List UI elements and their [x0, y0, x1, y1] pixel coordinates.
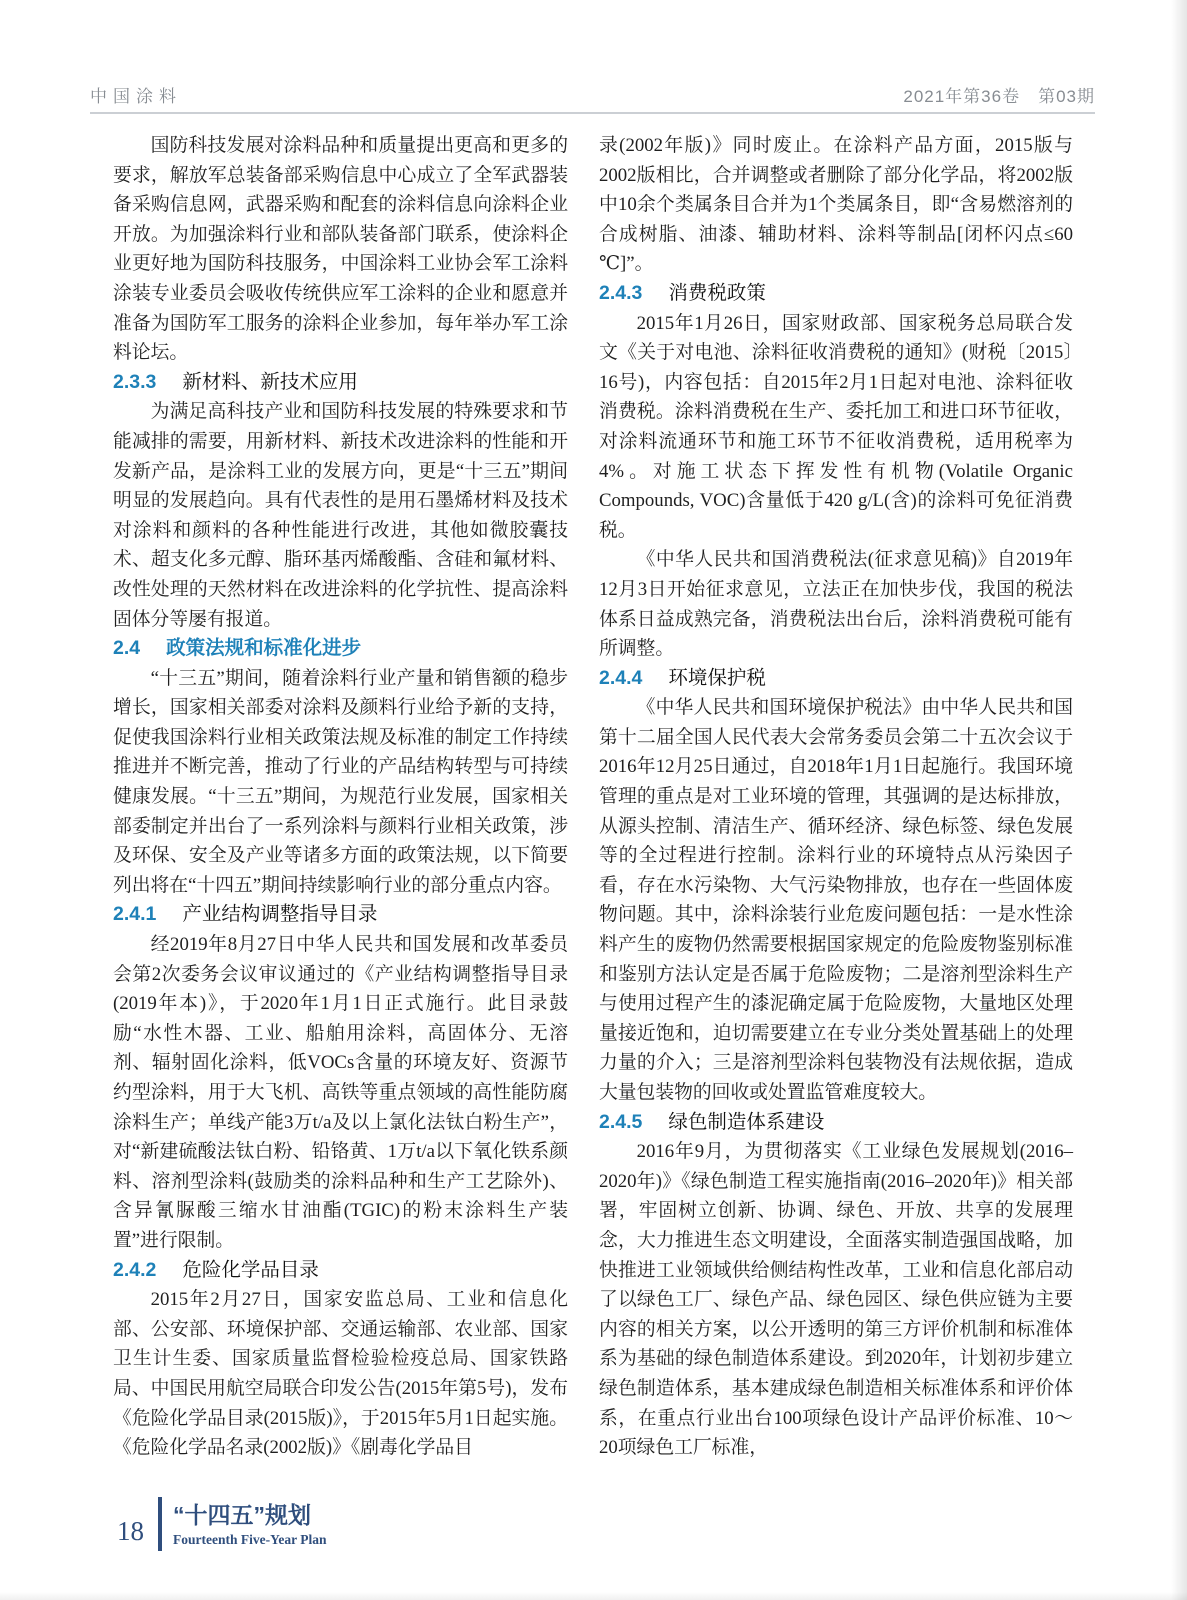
header-rule — [90, 112, 1095, 114]
journal-name: 中国涂料 — [90, 87, 182, 106]
section-number: 2.4.2 — [113, 1258, 157, 1281]
section-number: 2.4.5 — [599, 1110, 643, 1133]
page-header — [90, 82, 1095, 107]
paragraph-consumption-tax-law: 《中华人民共和国消费税法(征求意见稿)》自2019年12月3日开始征求意见，立法正在加快步伐，我国的税法体系日益成熟完备，消费税法出台后，涂料消费税可能有所调整。 — [599, 549, 1073, 660]
section-number: 2.4.4 — [599, 666, 643, 689]
left-column — [113, 131, 568, 1463]
scan-edge-shade — [1171, 0, 1187, 1600]
paragraph-policy-overview: “十三五”期间，随着涂料行业产量和销售额的稳步增长，国家相关部委对涂料及颜料行业给予新的支持，促使我国涂料行业相关政策法规及标准的制定工作持续推进并不断完善，推动了行业的产品结构转型与可持续健康发展。“十三五”期间，为规范行业发展，国家相关部委制定并出台了一系列涂料与颜料行业相关政策，涉及环保、安全及产业等诸多方面的政策法规，以下简要列出将在“十四五”期间持续影响行业的部分重点内容。 — [113, 667, 568, 896]
section-title: 消费税政策 — [668, 281, 766, 304]
section-title: 产业结构调整指导目录 — [182, 903, 378, 926]
section-heading-2-4-2 — [113, 1256, 568, 1286]
section-number: 2.4 — [113, 637, 141, 660]
plan-title: “十四五”规划 — [173, 1501, 311, 1528]
paragraph-green-manufacturing: 2016年9月，为贯彻落实《工业绿色发展规划(2016–2020年)》《绿色制造工程实施指南(2016–2020年)》相关部署，牢固树立创新、协调、绿色、开放、共享的发展理念，大力推进生态文明建设，全面落实制造强国战略，加快推进工业领域供给侧结构性改革，工业和信息化部启动了以绿色工厂、绿色产品、绿色园区、绿色供应链为主要内容的相关方案，以公开透明的第三方评价机制和标准体系为基础的绿色制造体系建设。到2020年，计划初步建立绿色制造体系，基本建成绿色制造相关标准体系和评价体系，在重点行业出台100项绿色设计产品评价标准、10～20项绿色工厂标准， — [599, 1141, 1073, 1459]
section-title: 政策法规和标准化进步 — [166, 637, 362, 660]
page-number: 18 — [117, 1516, 144, 1546]
page-footer — [117, 1497, 326, 1551]
section-heading-2-4-1 — [113, 900, 568, 930]
section-title: 危险化学品目录 — [182, 1258, 319, 1281]
right-column — [599, 131, 1073, 1463]
paragraph-defense-tech: 国防科技发展对涂料品种和质量提出更高和更多的要求，解放军总装备部采购信息中心成立了全军武器装备采购信息网，武器采购和配套的涂料信息向涂料企业开放。为加强涂料行业和部队装备部门联系，使涂料企业更好地为国防科技服务，中国涂料工业协会军工涂料涂装专业委员会吸收传统供应军工涂料的企业和愿意并准备为国防军工服务的涂料企业参加，每年举办军工涂料论坛。 — [113, 135, 568, 364]
footer-plan-block — [173, 1500, 326, 1549]
paragraph-consumption-tax: 2015年1月26日，国家财政部、国家税务总局联合发文《关于对电池、涂料征收消费税的通知》(财税〔2015〕16号)，内容包括：自2015年2月1日起对电池、涂料征收消费税。涂料消费税在生产、委托加工和进口环节征收，对涂料流通环节和施工环节不征收消费税，适用税率为4%。对施工状态下挥发性有机物(Volatile Organic Compounds, VOC)含量低于420 g/L(含)的涂料可免征消费税。 — [599, 312, 1073, 541]
footer-divider — [158, 1497, 162, 1551]
section-number: 2.4.3 — [599, 281, 643, 304]
section-number: 2.4.1 — [113, 903, 157, 926]
plan-subtitle: Fourteenth Five-Year Plan — [173, 1531, 327, 1547]
section-heading-2-4-5 — [599, 1108, 1073, 1138]
section-heading-2-4-4 — [599, 664, 1073, 694]
article-body — [113, 131, 1073, 1463]
section-heading-2-4-3 — [599, 279, 1073, 309]
paragraph-industry-catalog: 经2019年8月27日中华人民共和国发展和改革委员会第2次委务会议审议通过的《产业结构调整指导目录(2019年本)》，于2020年1月1日正式施行。此目录鼓励“水性木器、工业、船舶用涂料，高固体分、无溶剂、辐射固化涂料，低VOCs含量的环境友好、资源节约型涂料，用于大飞机、高铁等重点领域的高性能防腐涂料生产；单线产能3万t/a及以上氯化法钛白粉生产”，对“新建硫酸法钛白粉、铅铬黄、1万t/a以下氧化铁系颜料、溶剂型涂料(鼓励类的涂料品种和生产工艺除外)、含异氰脲酸三缩水甘油酯(TGIC)的粉末涂料生产装置”进行限制。 — [113, 934, 568, 1251]
paragraph-hazchem-continued: 录(2002年版)》同时废止。在涂料产品方面，2015版与2002版相比，合并调整或者删除了部分化学品，将2002版中10余个类属条目合并为1个类属条目，即“含易燃溶剂的合成树脂、油漆、辅助材料、涂料等制品[闭杯闪点≤60 ℃]”。 — [599, 135, 1073, 275]
section-title: 新材料、新技术应用 — [182, 370, 358, 393]
paragraph-hazchem-catalog: 2015年2月27日，国家安监总局、工业和信息化部、公安部、环境保护部、交通运输部、农业部、国家卫生计生委、国家质量监督检验检疫总局、国家铁路局、中国民用航空局联合印发公告(2015年第5号)，发布《危险化学品目录(2015版)》，于2015年5月1日起实施。《危险化学品名录(2002版)》《剧毒化学品目 — [113, 1289, 568, 1459]
section-heading-2-3-3 — [113, 368, 568, 398]
section-title: 环境保护税 — [668, 666, 766, 689]
scan-edge-shade-bottom — [0, 1592, 1187, 1600]
section-number: 2.3.3 — [113, 370, 157, 393]
issue-info: 2021年第36卷 第03期 — [903, 87, 1095, 106]
paragraph-environment-tax: 《中华人民共和国环境保护税法》由中华人民共和国第十二届全国人民代表大会常务委员会第二十五次会议于2016年12月25日通过，自2018年1月1日起施行。我国环境管理的重点是对工业环境的管理，其强调的是达标排放，从源头控制、清洁生产、循环经济、绿色标签、绿色发展等的全过程进行控制。涂料行业的环境特点从污染因子看，存在水污染物、大气污染物排放，也存在一些固体废物问题。其中，涂料涂装行业危废问题包括：一是水性涂料产生的废物仍然需要根据国家规定的危险废物鉴别标准和鉴别方法认定是否属于危险废物；二是溶剂型涂料生产与使用过程产生的漆泥确定属于危险废物，大量地区处理量接近饱和，迫切需要建立在专业分类处置基础上的处理力量的介入；三是溶剂型涂料包装物没有法规依据，造成大量包装物的回收或处置监管难度较大。 — [599, 697, 1073, 1103]
section-heading-2-4 — [113, 634, 568, 664]
paragraph-new-materials: 为满足高科技产业和国防科技发展的特殊要求和节能减排的需要，用新材料、新技术改进涂料的性能和开发新产品，是涂料工业的发展方向，更是“十三五”期间明显的发展趋向。具有代表性的是用石墨烯材料及技术对涂料和颜料的各种性能进行改进，其他如微胶囊技术、超支化多元醇、脂环基丙烯酸酯、含硅和氟材料、改性处理的天然材料在改进涂料的化学抗性、提高涂料固体分等屡有报道。 — [113, 401, 568, 630]
section-title: 绿色制造体系建设 — [668, 1110, 825, 1133]
